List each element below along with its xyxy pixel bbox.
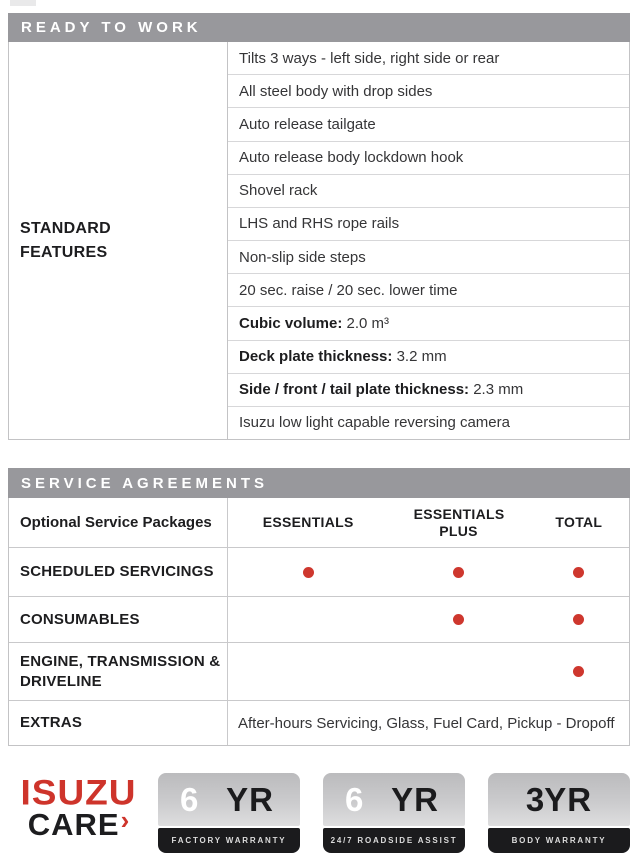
table-row <box>9 548 629 597</box>
column-header-essentials: ESSENTIALS <box>262 514 354 531</box>
dot-cell <box>529 643 629 700</box>
badge-years: 3 <box>525 780 545 818</box>
feature-row: LHS and RHS rope rails <box>228 207 629 240</box>
included-dot <box>573 614 584 625</box>
row-label: SCHEDULED SERVICINGS <box>20 563 214 581</box>
badge-years: 6 <box>345 780 364 818</box>
row-label: ENGINE, TRANSMISSION & DRIVELINE <box>20 653 221 690</box>
table-row <box>9 597 629 643</box>
included-dot <box>303 567 314 578</box>
cropped-table-edge-artifact <box>10 0 36 6</box>
badge-caption: BODY WARRANTY <box>488 828 630 853</box>
ready-to-work-section <box>8 13 630 440</box>
care-wordmark: CARE <box>27 807 120 843</box>
ready-to-work-header <box>8 13 630 42</box>
dot-cell <box>228 643 388 700</box>
optional-service-packages-cell: Optional Service Packages <box>9 498 228 547</box>
feature-row: Cubic volume: 2.0 m³ <box>228 306 629 339</box>
standard-features-label: STANDARD FEATURES <box>20 220 111 261</box>
dot-cell <box>529 597 629 642</box>
badge-yr-suffix: YR <box>544 780 593 818</box>
warranty-badge-body <box>488 773 630 853</box>
service-agreements-section <box>8 468 630 746</box>
feature-row: Non-slip side steps <box>228 240 629 273</box>
care-arrow-icon: › <box>120 805 130 836</box>
standard-features-table <box>8 42 630 440</box>
feature-row: Shovel rack <box>228 174 629 207</box>
included-dot <box>573 666 584 677</box>
warranty-badges <box>158 773 630 853</box>
footer-logos <box>5 773 630 853</box>
service-agreements-header <box>8 468 630 498</box>
dot-cell <box>388 548 528 596</box>
included-dot <box>453 614 464 625</box>
dot-cell <box>228 548 388 596</box>
warranty-badge-roadside <box>323 773 465 853</box>
column-header-essentials-plus: ESSENTIALS PLUS <box>413 505 505 539</box>
standard-features-row-header-cell <box>9 42 228 439</box>
row-label: CONSUMABLES <box>20 610 140 628</box>
badge-caption: 24/7 ROADSIDE ASSIST <box>323 828 465 853</box>
isuzu-care-logo <box>5 773 152 843</box>
table-row <box>9 643 629 701</box>
badge-caption: FACTORY WARRANTY <box>158 828 300 853</box>
badge-yr-suffix: YR <box>226 780 274 818</box>
feature-row: Auto release body lockdown hook <box>228 141 629 174</box>
feature-row: Tilts 3 ways - left side, right side or rear <box>239 49 500 67</box>
warranty-badge-factory <box>158 773 300 853</box>
row-label: EXTRAS <box>20 714 83 732</box>
feature-row: All steel body with drop sides <box>228 74 629 107</box>
dot-cell <box>228 597 388 642</box>
dot-cell <box>529 548 629 596</box>
service-table-header-row <box>9 498 629 548</box>
badge-years: 6 <box>180 780 199 818</box>
service-agreements-table <box>8 498 630 746</box>
feature-row: Deck plate thickness: 3.2 mm <box>228 340 629 373</box>
column-header-total: TOTAL <box>555 514 603 531</box>
section-title: READY TO WORK <box>21 19 202 36</box>
standard-features-values <box>228 42 629 439</box>
dot-cell <box>388 597 528 642</box>
extras-value: After-hours Servicing, Glass, Fuel Card, Pickup - Dropoff <box>238 714 615 732</box>
table-row-extras <box>9 701 629 745</box>
feature-row: Auto release tailgate <box>228 107 629 140</box>
section-title: SERVICE AGREEMENTS <box>21 474 269 492</box>
badge-yr-suffix: YR <box>391 780 439 818</box>
feature-row: Isuzu low light capable reversing camera <box>228 406 629 439</box>
dot-cell <box>388 643 528 700</box>
feature-row: 20 sec. raise / 20 sec. lower time <box>228 273 629 306</box>
included-dot <box>573 567 584 578</box>
included-dot <box>453 567 464 578</box>
isuzu-wordmark: ISUZU <box>20 773 137 812</box>
feature-row: Side / front / tail plate thickness: 2.3 mm <box>228 373 629 406</box>
